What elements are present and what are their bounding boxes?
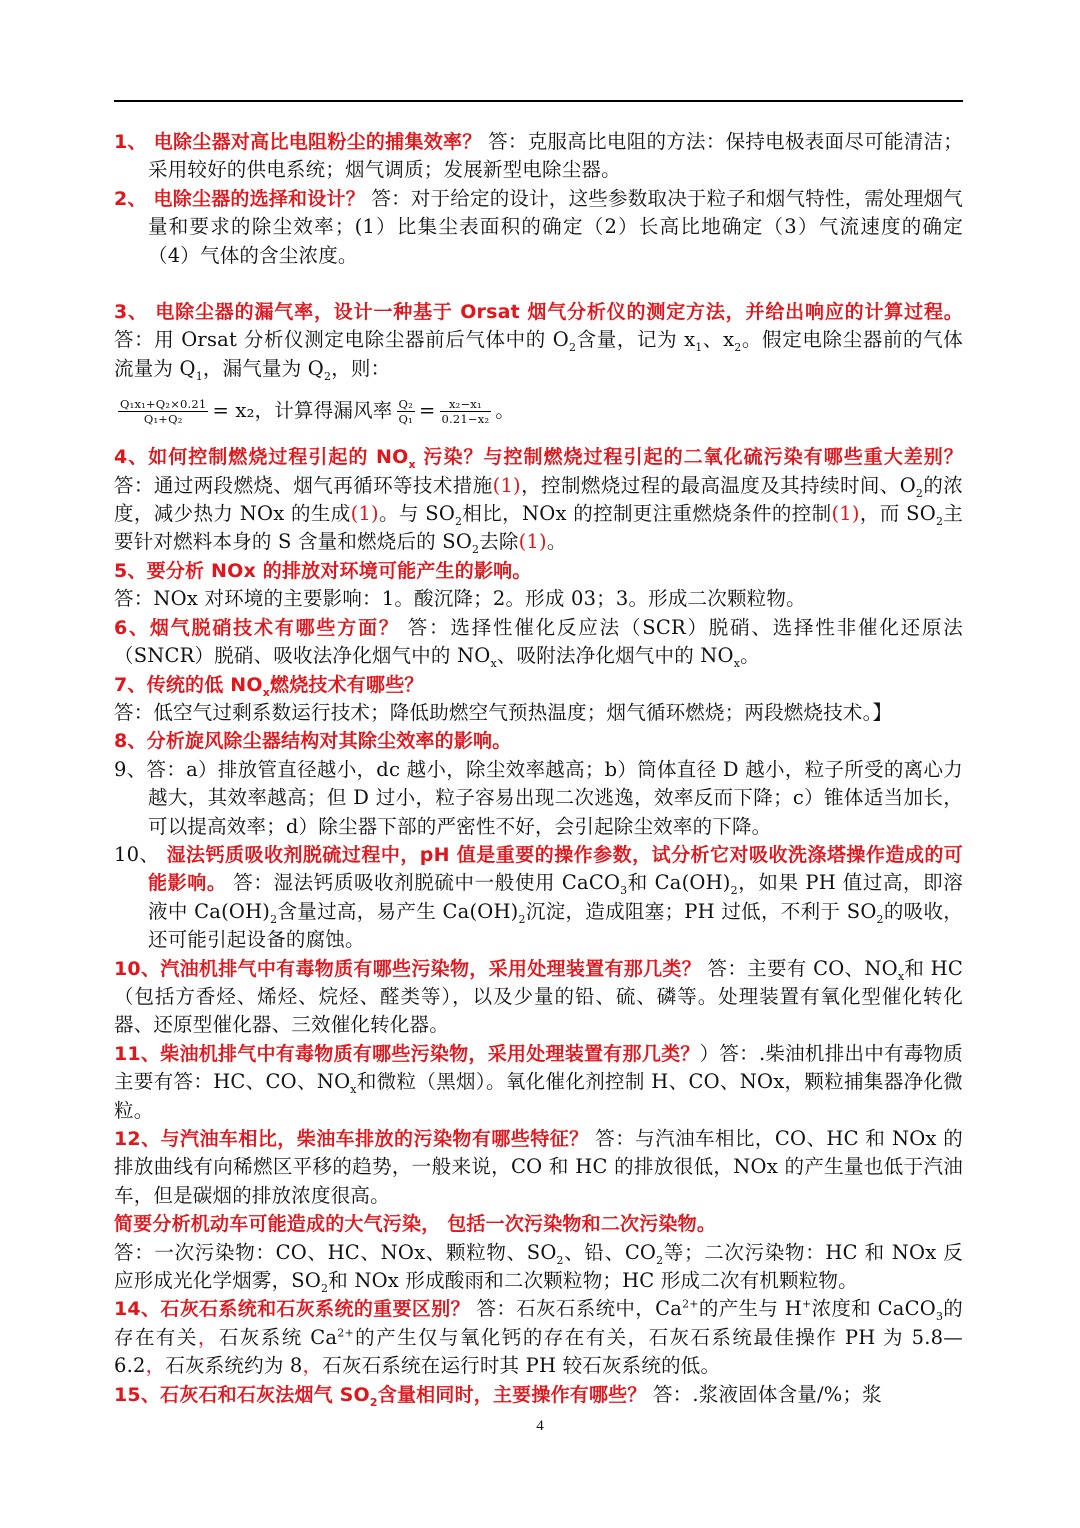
item-2 <box>114 185 963 270</box>
item-13 <box>114 1210 963 1238</box>
question-11: 11、柴油机排气中有毒物质有哪些污染物，采用处理装置有那几类？ <box>114 1042 700 1065</box>
item-11: 11、柴油机排气中有毒物质有哪些污染物，采用处理装置有那几类？）答：.柴油机排出中有毒物质主要有答：HC、CO、$NO_x$和微粒（黑烟）。氧化催化剂控制 H、CO、NOx，颗粒捕集器净化微粒。 <box>114 1041 963 1122</box>
item-6: 6、烟气脱硝技术有哪些方面？ 答：选择性催化反应法（SCR）脱硝、选择性非催化还原法（SNCR）脱硝、吸收法净化烟气中的 $NO_x$、吸附法净化烟气中的 $NO_x$。 <box>114 615 963 670</box>
item-10b: 10、汽油机排气中有毒物质有哪些污染物，采用处理装置有那几类？ 答：主要有 CO、$NO_x$和 HC（包括方香烃、烯烃、烷烃、醛类等），以及少量的铅、硫、磷等。处理装置有氧化型催化转化器、还原型催化器、三效催化转化器。 <box>114 956 963 1037</box>
flow-fraction: $\frac{\text{Q₁x₁+Q₂×0.21}}{\text{Q₁+Q₂}}$ <box>120 397 207 427</box>
question-13: 简要分析机动车可能造成的大气污染， 包括一次污染物和二次污染物。 <box>114 1213 717 1236</box>
item-4: 4、如何控制燃烧过程引起的 $NO_x$ 污染？与控制燃烧过程引起的二氧化硫污染有哪些重大差别？ 答：通过两段燃烧、烟气再循环等技术措施(1)，控制燃烧过程的最高温度及其持续时间、$O_2$的浓度，减少热力 NOx 的生成(1)。与 $SO_2$相比，NOx 的控制更注重燃烧条件的控制(1)，而 $SO_2$主要针对燃料本身的 S 含量和燃烧后的 $SO_2$去除(1)。 <box>114 446 964 557</box>
question-7: 7、传统的低 $NO_x$燃烧技术有哪些？ <box>114 673 424 699</box>
question-15: 15、石灰石和石灰法烟气 $SO_2$含量相同时，主要操作有哪些？ <box>114 1383 647 1409</box>
question-2: 2、 电除尘器的选择和设计？ <box>114 187 365 210</box>
question-3: 3、 电除尘器的漏气率，设计一种基于 Orsat 烟气分析仪的测定方法，并给出响应的计算过程。 <box>114 301 963 324</box>
item-15: 15、石灰石和石灰法烟气 $SO_2$含量相同时，主要操作有哪些？ 答：.浆液固体含量/%；浆 <box>114 1382 882 1409</box>
question-6: 6、烟气脱硝技术有哪些方面？ <box>114 616 400 639</box>
question-14: 14、石灰石系统和石灰系统的重要区别？ <box>114 1298 470 1321</box>
item-12: 12、与汽油车相比，柴油车排放的污染物有哪些特征？ 答：与汽油车相比，CO、HC 和 NOx 的排放曲线有向稀燃区平移的趋势，一般来说，CO 和 HC 的排放很低，NOx 的产生量也低于汽油车，但是碳烟的排放浓度很高。 <box>114 1127 963 1207</box>
answer-13: 答：一次污染物：CO、HC、NOx、颗粒物、$SO_2$、铅、$CO_2$等；二次污染物：HC 和 NOx 反应形成光化学烟雾，$SO_2$和 NOx 形成酸雨和二次颗粒物；HC 形成二次有机颗粒物。 <box>114 1240 963 1295</box>
question-8: 8、分析旋风除尘器结构对其除尘效率的影响。 <box>114 730 512 753</box>
question-12: 12、与汽油车相比，柴油车排放的污染物有哪些特征？ <box>114 1128 589 1150</box>
item-3-formula: $\frac{\text{Q₁x₁+Q₂×0.21}}{\text{Q₁+Q₂}}$ = x₂，计算得漏风率 $\frac{\text{Q₂}}{\text{Q₁}}$ = $\frac{\text{x₂−x₁}}{\text{0.21−x₂}}$ 。 <box>120 397 515 427</box>
question-5: 5、要分析 NOx 的排放对环境可能产生的影响。 <box>114 559 532 582</box>
question-4: 4、如何控制燃烧过程引起的 $NO_x$ 污染？与控制燃烧过程引起的二氧化硫污染有哪些重大差别？ <box>114 446 964 472</box>
answer-1: 答：克服高比电阻的方法：保持电极表面尽可能清洁；采用较好的供电系统；烟气调质；发展新型电除尘器。 <box>148 130 963 182</box>
item-10a-number: 10、 <box>114 842 160 866</box>
item-8 <box>114 727 963 755</box>
leak-fraction: $\frac{\text{Q₂}}{\text{Q₁}}$ <box>398 397 413 427</box>
answer-5: 答：NOx 对环境的主要影响：1。酸沉降；2。形成 03；3。形成二次颗粒物。 <box>114 587 806 611</box>
answer-2: 答：对于给定的设计，这些参数取决于粒子和烟气特性，需处理烟气量和要求的除尘效率；(1）比集尘表面积的确定（2）长高比地确定（3）气流速度的确定（4）气体的含尘浓度。 <box>148 186 964 267</box>
question-10a: 湿法钙质吸收剂脱硫过程中，pH 值是重要的操作参数，试分析它对吸收洗涤塔操作造成的可能影响。 <box>148 843 963 895</box>
question-1: 1、 电除尘器对高比电阻粉尘的捕集效率？ <box>114 131 482 153</box>
item-5 <box>114 557 963 585</box>
header-rule <box>114 100 963 102</box>
item-9: 9、答：a）排放管直径越小，dc 越小，除尘效率越高；b）筒体直径 D 越小，粒子所受的离心力越大，其效率越高；但 D 过小，粒子容易出现二次逃逸，效率反而下降；c）锥体适当加长，可以提高效率；d）除尘器下部的严密性不好，会引起除尘效率的下降。 <box>114 757 963 838</box>
item-3: 3、 电除尘器的漏气率，设计一种基于 Orsat 烟气分析仪的测定方法，并给出响应的计算过程。 答：用 Orsat 分析仪测定电除尘器前后气体中的 $O_2$含量，记为 $x_1$、$x_2$。假定电除尘器前的气体流量为 $Q_1$，漏气量为 $Q_2$，则： <box>114 301 963 383</box>
page-number: 4 <box>536 1418 544 1434</box>
answer-7: 答：低空气过剩系数运行技术；降低助燃空气预热温度；烟气循环燃烧；两段燃烧技术。】 <box>114 700 893 724</box>
item-1 <box>114 128 963 185</box>
question-10b: 10、汽油机排气中有毒物质有哪些污染物，采用处理装置有那几类？ <box>114 957 702 980</box>
page-body <box>114 128 963 1409</box>
result-fraction: $\frac{\text{x₂−x₁}}{\text{0.21−x₂}}$ <box>441 397 490 427</box>
item-7 <box>114 671 963 699</box>
item-14: 14、石灰石系统和石灰系统的重要区别？ 答：石灰石系统中，$Ca^{2+}$的产生与 H+浓度和 CaCO$_3$的存在有关，石灰系统 $Ca^{2+}$的产生仅与氧化钙的存在有关，石灰石系统最佳操作 PH 为 5.8—6.2，石灰系统约为 8，石灰石系统在运行时其 PH 较石灰系统的低。 <box>114 1297 963 1378</box>
item-10a: 10、 湿法钙质吸收剂脱硫过程中，pH 值是重要的操作参数，试分析它对吸收洗涤塔操作造成的可能影响。 答：湿法钙质吸收剂脱硫中一般使用 CaCO$_3$和 $Ca(OH)_2$，如果 PH 值过高，即溶液中 $Ca(OH)_2$含量过高，易产生 $Ca(OH)_2$沉淀，造成阻塞；PH 过低，不利于 $SO_2$的吸收，还可能引起设备的腐蚀。 <box>114 842 964 952</box>
